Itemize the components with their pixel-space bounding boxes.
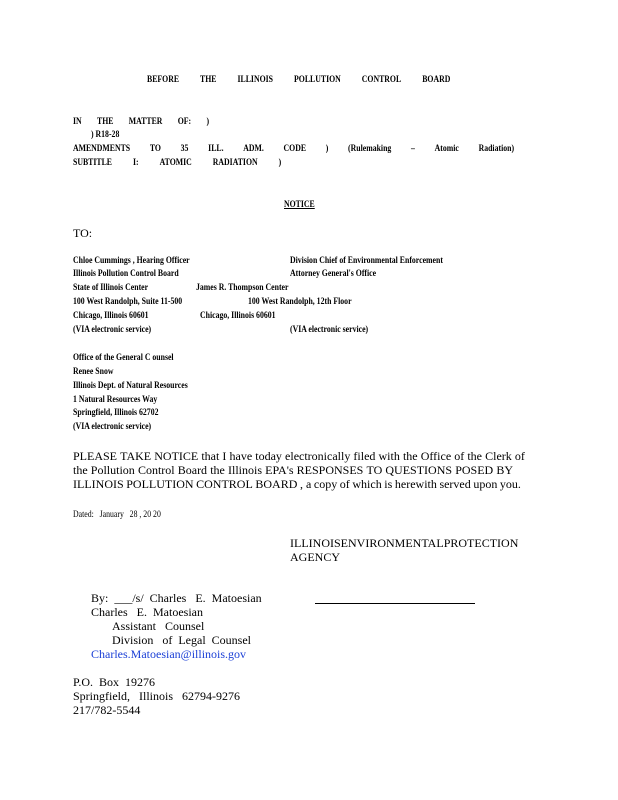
matter-line-1 [73, 118, 209, 128]
body-word: POLLUTION [126, 477, 194, 491]
matter-word: Radiation) [478, 144, 515, 154]
matter-word: (Rulemaking [348, 144, 392, 154]
address-po-box: P.O. Box 19276 [73, 675, 156, 689]
body-word: electronically [285, 449, 351, 463]
body-word: the [402, 449, 418, 463]
body-word: TO [366, 463, 383, 477]
notice-title: NOTICE [284, 200, 315, 210]
body-word: upon [473, 477, 498, 491]
matter-word: ILL. [208, 144, 224, 154]
recipient-third-line: Springfield, Illinois 62702 [73, 408, 159, 418]
signature-by-line: By: ___/s/ Charles E. Matoesian [91, 591, 262, 605]
matter-word: TO [149, 144, 161, 154]
matter-word: OF: [177, 117, 192, 127]
matter-word: SUBTITLE [73, 158, 112, 168]
matter-word: ) [325, 144, 329, 154]
matter-word: ) [278, 158, 282, 168]
signatory-email-link[interactable]: Charles.Matoesian@illinois.gov [91, 647, 247, 661]
body-word: BY [496, 463, 513, 477]
agency-word: ENVIRONMENTAL [340, 536, 444, 550]
recipient-left-line: State of Illinois Center [73, 283, 149, 293]
agency-word: ILLINOIS [290, 536, 341, 550]
body-word: Control [137, 463, 175, 477]
body-word: which [352, 477, 382, 491]
matter-word: CODE [283, 144, 307, 154]
body-word: Board [177, 463, 208, 477]
body-word: , a [299, 477, 312, 491]
notice-body-line-2 [73, 464, 513, 476]
body-word: I [222, 449, 227, 463]
recipient-right-line: Chicago, Illinois 60601 [200, 311, 276, 321]
address-city: Springfield, Illinois 62794-9276 [73, 689, 240, 703]
title-word: CONTROL [361, 75, 402, 85]
body-word: BOARD [255, 477, 298, 491]
body-word: copy [313, 477, 338, 491]
recipient-left-line: (VIA electronic service) [73, 325, 152, 335]
recipient-right-line: Division Chief of Environmental Enforcement [290, 256, 443, 266]
body-word: of [514, 449, 525, 463]
body-word: is [384, 477, 393, 491]
body-word: with [378, 449, 400, 463]
signatory-division: Division of Legal Counsel [112, 633, 251, 647]
recipient-left-line: Chloe Cummings , Hearing Officer [73, 256, 190, 266]
notice-body-line-1 [73, 450, 525, 462]
body-word: CONTROL [196, 477, 253, 491]
signatory-title: Assistant Counsel [112, 619, 205, 633]
agency-line-1 [290, 536, 519, 550]
address-phone: 217/782-5544 [73, 703, 141, 717]
body-word: PLEASE [73, 449, 118, 463]
matter-docket: ) R18-28 [91, 130, 120, 140]
recipient-right-line: James R. Thompson Center [196, 283, 289, 293]
body-word: NOTICE [154, 449, 199, 463]
recipient-left-line: Chicago, Illinois 60601 [73, 311, 149, 321]
matter-line-4 [73, 159, 281, 169]
matter-word: I: [132, 158, 139, 168]
body-word: served [439, 477, 471, 491]
body-word: Office [420, 449, 452, 463]
matter-word: AMENDMENTS [73, 144, 131, 154]
body-word: Clerk [485, 449, 512, 463]
agency-line-2: AGENCY [290, 550, 340, 564]
signatory-name: Charles E. Matoesian [91, 605, 203, 619]
dated-line: Dated: January 28 , 20 20 [73, 510, 161, 520]
recipient-third-line: Renee Snow [73, 367, 114, 377]
matter-word: – [411, 144, 415, 154]
board-title [147, 76, 450, 86]
body-word: POSED [455, 463, 494, 477]
matter-word: THE [96, 117, 114, 127]
title-word: ILLINOIS [237, 75, 274, 85]
matter-word: IN [73, 117, 82, 127]
body-word: you. [499, 477, 521, 491]
body-word: of [339, 477, 350, 491]
body-word: filed [353, 449, 376, 463]
matter-word: MATTER [128, 117, 163, 127]
body-word: EPA's [265, 463, 294, 477]
body-word: ILLINOIS [73, 477, 124, 491]
to-label: TO: [73, 226, 93, 240]
recipient-left-line: Illinois Pollution Control Board [73, 269, 179, 279]
body-word: Pollution [90, 463, 135, 477]
agency-word: PROTECTION [443, 536, 519, 550]
recipient-third-line: Illinois Dept. of Natural Resources [73, 381, 188, 391]
recipient-third-line: 1 Natural Resources Way [73, 395, 158, 405]
body-word: of [454, 449, 465, 463]
matter-word: 35 [180, 144, 189, 154]
recipient-third-line: (VIA electronic service) [73, 422, 152, 432]
signature-line [315, 603, 475, 604]
body-word: the [210, 463, 225, 477]
body-word: have [229, 449, 253, 463]
body-word: the [467, 449, 483, 463]
matter-word: ) [206, 117, 210, 127]
body-word: herewith [394, 477, 437, 491]
matter-word: ADM. [243, 144, 264, 154]
recipient-left-line: 100 West Randolph, Suite 11-500 [73, 297, 183, 307]
title-word: POLLUTION [294, 75, 341, 85]
body-word: Illinois [227, 463, 262, 477]
recipient-right-line: Attorney General's Office [290, 269, 377, 279]
matter-word: Atomic [434, 144, 459, 154]
matter-line-3 [73, 145, 514, 155]
notice-body-line-3 [73, 478, 521, 490]
recipient-third-line: Office of the General C ounsel [73, 353, 174, 363]
matter-word: ATOMIC [159, 158, 192, 168]
body-word: that [201, 449, 220, 463]
title-word: BEFORE [147, 75, 180, 85]
body-word: RESPONSES [296, 463, 364, 477]
title-word: BOARD [422, 75, 451, 85]
body-word: today [255, 449, 282, 463]
recipient-right-line: 100 West Randolph, 12th Floor [248, 297, 352, 307]
body-word: the [73, 463, 88, 477]
body-word: TAKE [120, 449, 152, 463]
recipient-right-line: (VIA electronic service) [290, 325, 369, 335]
body-word: QUESTIONS [385, 463, 453, 477]
matter-word: RADIATION [212, 158, 258, 168]
title-word: THE [200, 75, 217, 85]
